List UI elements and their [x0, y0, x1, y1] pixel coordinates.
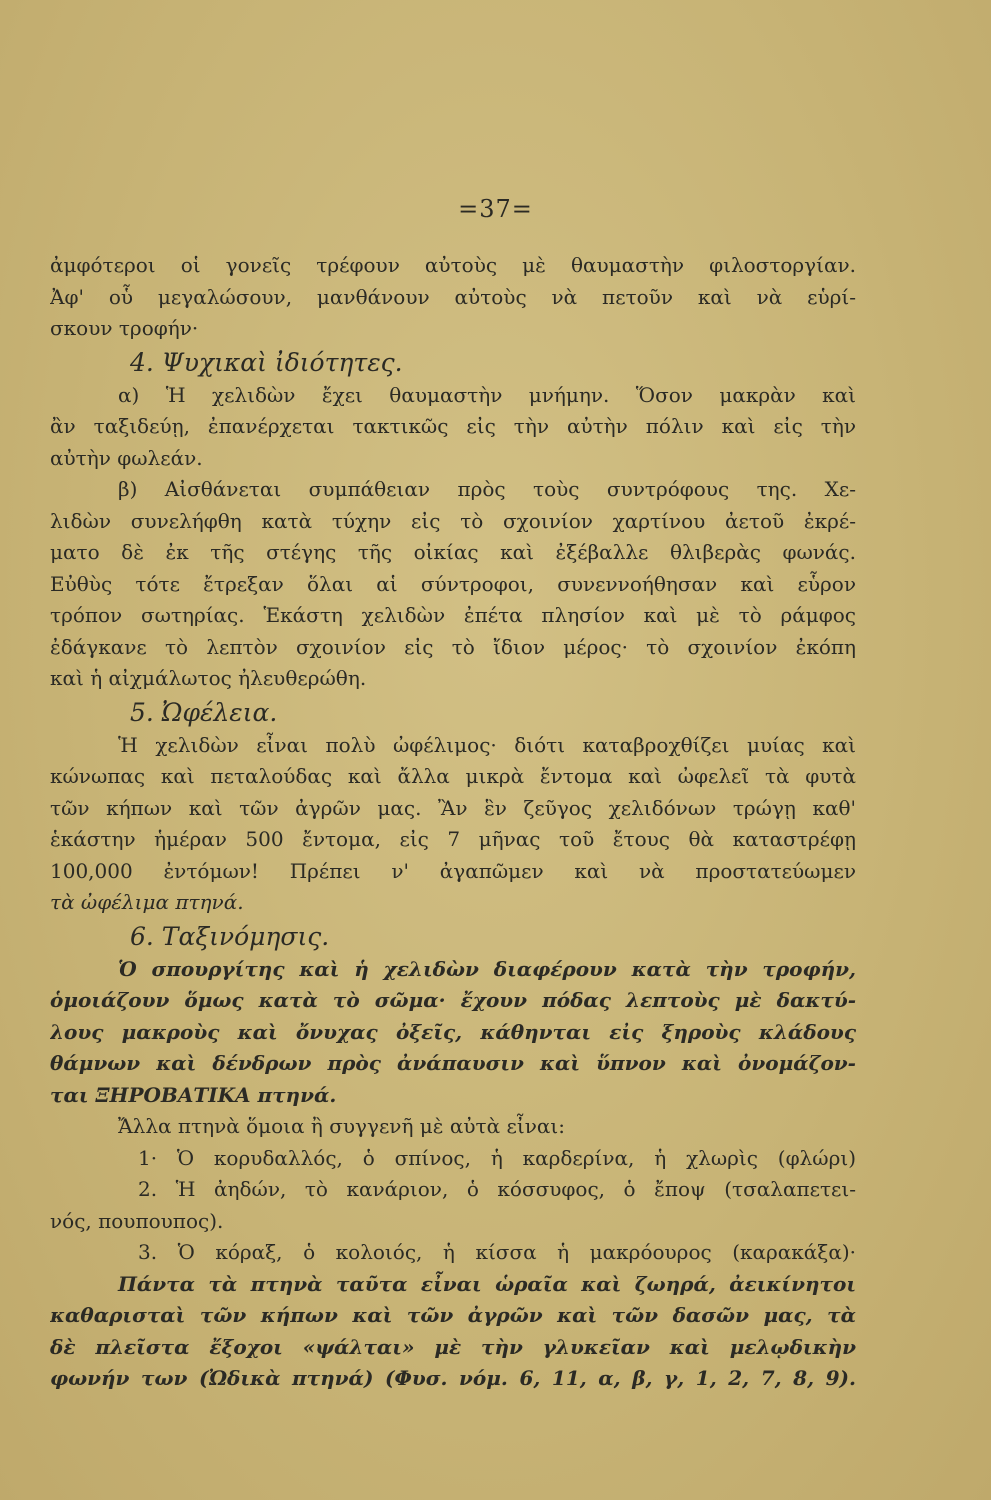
- page-text: [50, 250, 856, 1395]
- text-line: ἐδάγκανε τὸ λεπτὸν σχοινίον εἰς τὸ ἴδιον μέρος· τὸ σχοινίον ἐκόπη: [50, 634, 856, 659]
- text-line: λιδὼν συνελήφθη κατὰ τύχην εἰς τὸ σχοινίον χαρτίνου ἀετοῦ ἐκρέ-: [50, 508, 856, 533]
- text-line: δὲ πλεῖστα ἔξοχοι «ψάλται» μὲ τὴν γλυκεῖαν καὶ μελῳδικὴν: [50, 1334, 856, 1359]
- text-line: λους μακροὺς καὶ ὄνυχας ὀξεῖς, κάθηνται εἰς ξηροὺς κλάδους: [50, 1019, 856, 1044]
- text-line: 3. Ὁ κόραξ, ὁ κολοιός, ἡ κίσσα ἡ μακρόουρος (καρακάξα)·: [138, 1240, 856, 1264]
- text-line: φωνήν των (Ὠδικὰ πτηνά) (Φυσ. νόμ. 6, 11, α, β, γ, 1, 2, 7, 8, 9).: [50, 1366, 856, 1390]
- page-number: =37=: [458, 195, 533, 223]
- section-heading: 4. Ψυχικαὶ ἰδιότητες.: [130, 347, 403, 377]
- text-line: ἂν ταξιδεύῃ, ἐπανέρχεται τακτικῶς εἰς τὴν αὐτὴν πόλιν καὶ εἰς τὴν: [50, 414, 856, 438]
- text-line: κώνωπας καὶ πεταλούδας καὶ ἄλλα μικρὰ ἔντομα καὶ ὠφελεῖ τὰ φυτὰ: [50, 764, 856, 788]
- text-line: β) Αἰσθάνεται συμπάθειαν πρὸς τοὺς συντρόφους της. Χε-: [118, 477, 856, 501]
- text-line: Ὁ σπουργίτης καὶ ἡ χελιδὼν διαφέρουν κατὰ τὴν τροφήν,: [118, 956, 856, 981]
- text-line: 2. Ἡ ἀηδών, τὸ κανάριον, ὁ κόσσυφος, ὁ ἔποψ (τσαλαπετει-: [138, 1177, 856, 1201]
- section-heading: 5. Ὠφέλεια.: [130, 697, 278, 727]
- text-line: Ἡ χελιδὼν εἶναι πολὺ ὠφέλιμος· διότι καταβροχθίζει μυίας καὶ: [118, 732, 856, 757]
- text-line: Ἄλλα πτηνὰ ὅμοια ἢ συγγενῆ μὲ αὐτὰ εἶναι:: [118, 1114, 565, 1138]
- text-line: Πάντα τὰ πτηνὰ ταῦτα εἶναι ὡραῖα καὶ ζωηρά, ἀεικίνητοι: [118, 1271, 856, 1296]
- text-line: α) Ἡ χελιδὼν ἔχει θαυμαστὴν μνήμην. Ὅσον μακρὰν καὶ: [118, 382, 856, 407]
- text-line: ἀμφότεροι οἱ γονεῖς τρέφουν αὐτοὺς μὲ θαυμαστὴν φιλοστοργίαν.: [50, 253, 856, 277]
- text-line: ὁμοιάζουν ὅμως κατὰ τὸ σῶμα· ἔχουν πόδας λεπτοὺς μὲ δακτύ-: [50, 988, 856, 1012]
- text-line: ται ΞΗΡΟΒΑΤΙΚΑ πτηνά.: [50, 1082, 337, 1107]
- text-line: καθαρισταὶ τῶν κήπων καὶ τῶν ἀγρῶν καὶ τῶν δασῶν μας, τὰ: [50, 1303, 856, 1327]
- text-line: αὐτὴν φωλεάν.: [50, 445, 203, 470]
- text-line: τῶν κήπων καὶ τῶν ἀγρῶν μας. Ἂν ἓν ζεῦγος χελιδόνων τρώγῃ καθ': [50, 795, 856, 820]
- text-line: ἑκάστην ἡμέραν 500 ἔντομα, εἰς 7 μῆνας τοῦ ἔτους θὰ καταστρέφῃ: [50, 827, 856, 851]
- text-line: θάμνων καὶ δένδρων πρὸς ἀνάπαυσιν καὶ ὕπνον καὶ ὀνομάζον-: [50, 1051, 856, 1075]
- text-line: τὰ ὠφέλιμα πτηνά.: [50, 890, 244, 914]
- text-line: Ἀφ' οὗ μεγαλώσουν, μανθάνουν αὐτοὺς νὰ πετοῦν καὶ νὰ εὑρί-: [50, 284, 856, 309]
- text-line: σκουν τροφήν·: [50, 316, 199, 340]
- section-heading: 6. Ταξινόμησις.: [130, 921, 330, 951]
- text-line: 1· Ὁ κορυδαλλός, ὁ σπίνος, ἡ καρδερίνα, ἡ χλωρὶς (φλώρι): [138, 1145, 856, 1170]
- text-line: 100,000 ἐντόμων! Πρέπει ν' ἀγαπῶμεν καὶ νὰ προστατεύωμεν: [50, 858, 856, 883]
- text-line: καὶ ἡ αἰχμάλωτος ἠλευθερώθη.: [50, 666, 367, 690]
- text-line: Εὐθὺς τότε ἔτρεξαν ὅλαι αἱ σύντροφοι, συνεννοήθησαν καὶ εὗρον: [50, 571, 856, 596]
- text-line: ματο δὲ ἐκ τῆς στέγης τῆς οἰκίας καὶ ἐξέβαλλε θλιβερὰς φωνάς.: [50, 540, 856, 564]
- text-line: νός, πουπουπος).: [50, 1208, 224, 1233]
- text-line: τρόπον σωτηρίας. Ἑκάστη χελιδὼν ἐπέτα πλησίον καὶ μὲ τὸ ράμφος: [50, 603, 856, 627]
